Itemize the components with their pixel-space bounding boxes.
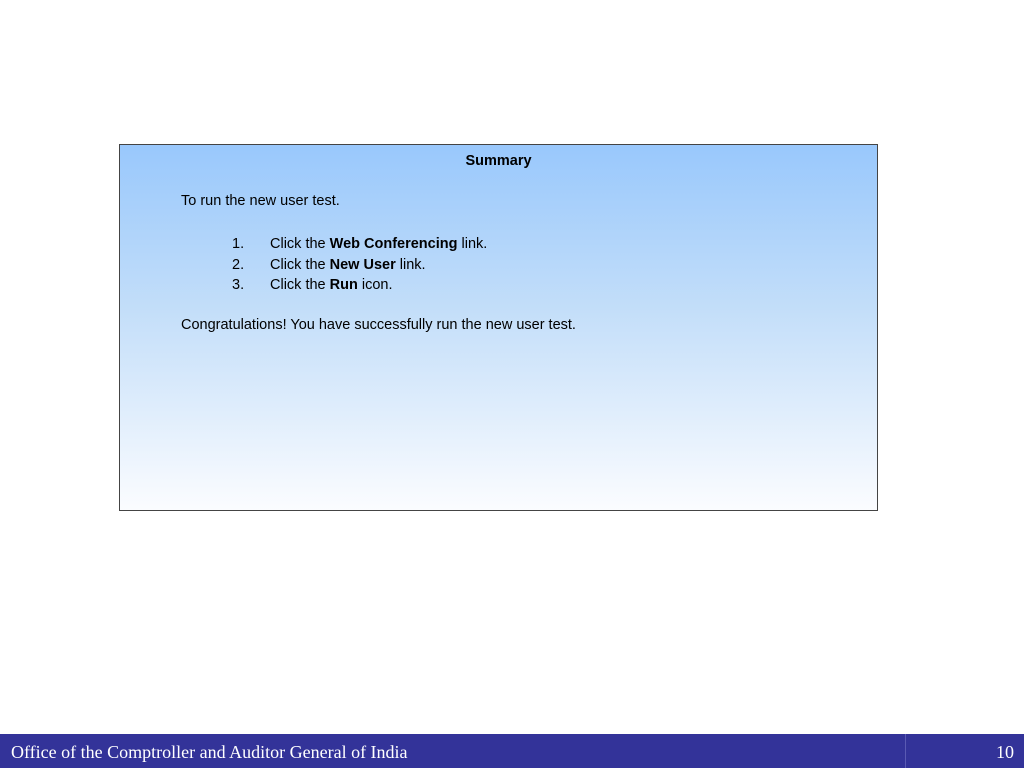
step-prefix: Click the	[270, 256, 330, 273]
steps-list	[232, 234, 487, 296]
step-number: 3.	[232, 277, 245, 293]
step-text	[270, 255, 426, 276]
step-target: Run	[329, 277, 358, 293]
footer-divider	[905, 734, 906, 768]
step-text	[270, 234, 487, 255]
step-number: 2.	[232, 256, 245, 273]
step-suffix: link.	[395, 256, 426, 273]
footer-bar	[0, 734, 1024, 768]
step-item	[232, 275, 487, 296]
step-suffix: link.	[457, 236, 488, 252]
step-item	[232, 255, 487, 276]
footer-organization: Office of the Comptroller and Auditor General of India	[11, 742, 408, 762]
step-item	[232, 234, 487, 255]
step-target: New User	[329, 256, 396, 273]
step-prefix: Click the	[270, 277, 330, 293]
summary-conclusion: Congratulations! You have successfully run the new user test.	[181, 317, 576, 333]
step-target: Web Conferencing	[329, 236, 458, 252]
summary-intro: To run the new user test.	[181, 193, 340, 209]
summary-title: Summary	[465, 153, 532, 169]
summary-box	[119, 144, 878, 511]
step-suffix: icon.	[357, 277, 393, 293]
step-prefix: Click the	[270, 236, 330, 252]
page-number: 10	[996, 742, 1014, 762]
step-number: 1.	[232, 236, 245, 252]
step-text	[270, 275, 393, 296]
